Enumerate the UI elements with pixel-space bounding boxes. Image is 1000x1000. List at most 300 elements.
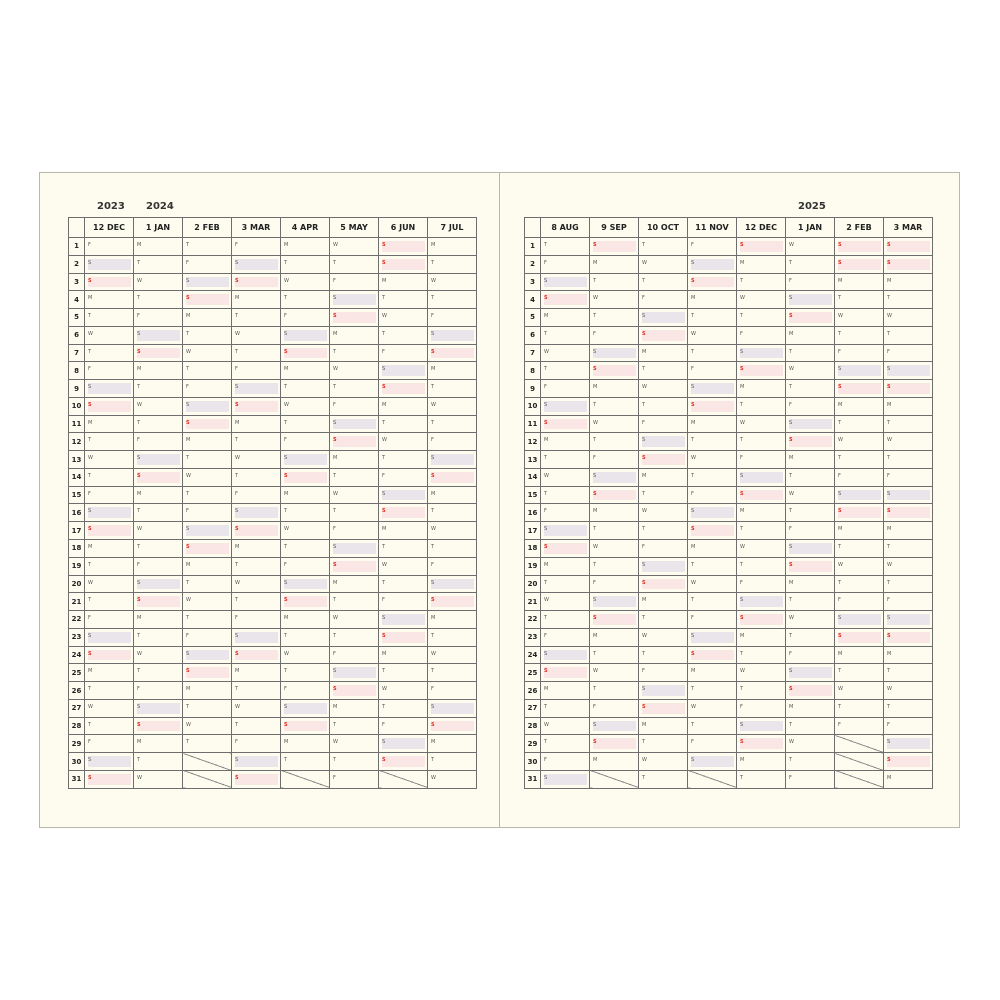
date-cell[interactable] — [183, 682, 232, 700]
date-cell[interactable] — [281, 326, 330, 344]
date-cell[interactable] — [281, 238, 330, 256]
date-cell[interactable] — [281, 699, 330, 717]
date-cell[interactable] — [786, 770, 835, 788]
date-cell[interactable] — [85, 664, 134, 682]
date-cell[interactable] — [428, 326, 477, 344]
date-cell[interactable] — [639, 415, 688, 433]
date-cell[interactable] — [134, 682, 183, 700]
date-cell[interactable] — [183, 522, 232, 540]
date-cell[interactable] — [541, 397, 590, 415]
date-cell[interactable] — [639, 344, 688, 362]
date-cell[interactable] — [835, 362, 884, 380]
date-cell[interactable] — [688, 273, 737, 291]
date-cell[interactable] — [281, 344, 330, 362]
date-cell[interactable] — [884, 255, 933, 273]
date-cell[interactable] — [639, 291, 688, 309]
date-cell[interactable] — [428, 628, 477, 646]
date-cell[interactable] — [183, 451, 232, 469]
date-cell[interactable] — [85, 486, 134, 504]
date-cell[interactable] — [688, 238, 737, 256]
date-cell[interactable] — [428, 699, 477, 717]
date-cell[interactable] — [134, 540, 183, 558]
date-cell[interactable] — [835, 504, 884, 522]
date-cell[interactable] — [134, 451, 183, 469]
date-cell[interactable] — [590, 522, 639, 540]
date-cell[interactable] — [183, 380, 232, 398]
date-cell[interactable] — [737, 291, 786, 309]
date-cell[interactable] — [737, 415, 786, 433]
date-cell[interactable] — [134, 699, 183, 717]
date-cell[interactable] — [281, 628, 330, 646]
date-cell[interactable] — [688, 664, 737, 682]
date-cell[interactable] — [330, 682, 379, 700]
date-cell[interactable] — [281, 557, 330, 575]
date-cell[interactable] — [541, 451, 590, 469]
date-cell[interactable] — [428, 664, 477, 682]
date-cell[interactable] — [281, 611, 330, 629]
date-cell[interactable] — [884, 770, 933, 788]
date-cell[interactable] — [737, 397, 786, 415]
date-cell[interactable] — [737, 238, 786, 256]
date-cell[interactable] — [428, 291, 477, 309]
date-cell[interactable] — [330, 540, 379, 558]
date-cell[interactable] — [330, 451, 379, 469]
date-cell[interactable] — [786, 540, 835, 558]
date-cell[interactable] — [541, 522, 590, 540]
date-cell[interactable] — [639, 646, 688, 664]
date-cell[interactable] — [428, 486, 477, 504]
date-cell[interactable] — [786, 326, 835, 344]
date-cell[interactable] — [639, 273, 688, 291]
date-cell[interactable] — [835, 273, 884, 291]
date-cell[interactable] — [786, 575, 835, 593]
date-cell[interactable] — [590, 611, 639, 629]
date-cell[interactable] — [183, 717, 232, 735]
date-cell[interactable] — [232, 362, 281, 380]
date-cell[interactable] — [688, 646, 737, 664]
date-cell[interactable] — [786, 380, 835, 398]
date-cell[interactable] — [835, 557, 884, 575]
date-cell[interactable] — [541, 433, 590, 451]
date-cell[interactable] — [590, 575, 639, 593]
date-cell[interactable] — [737, 717, 786, 735]
date-cell[interactable] — [541, 682, 590, 700]
date-cell[interactable] — [428, 557, 477, 575]
date-cell[interactable] — [541, 646, 590, 664]
date-cell[interactable] — [884, 593, 933, 611]
date-cell[interactable] — [639, 380, 688, 398]
date-cell[interactable] — [835, 344, 884, 362]
date-cell[interactable] — [281, 291, 330, 309]
date-cell[interactable] — [85, 468, 134, 486]
date-cell[interactable] — [737, 273, 786, 291]
date-cell[interactable] — [688, 468, 737, 486]
date-cell[interactable] — [134, 735, 183, 753]
date-cell[interactable] — [737, 344, 786, 362]
date-cell[interactable] — [134, 557, 183, 575]
date-cell[interactable] — [85, 522, 134, 540]
date-cell[interactable] — [590, 380, 639, 398]
date-cell[interactable] — [330, 522, 379, 540]
date-cell[interactable] — [85, 451, 134, 469]
date-cell[interactable] — [85, 611, 134, 629]
date-cell[interactable] — [884, 522, 933, 540]
date-cell[interactable] — [428, 344, 477, 362]
date-cell[interactable] — [85, 362, 134, 380]
date-cell[interactable] — [428, 433, 477, 451]
date-cell[interactable] — [428, 397, 477, 415]
date-cell[interactable] — [786, 611, 835, 629]
date-cell[interactable] — [85, 433, 134, 451]
date-cell[interactable] — [639, 575, 688, 593]
date-cell[interactable] — [183, 291, 232, 309]
date-cell[interactable] — [590, 540, 639, 558]
date-cell[interactable] — [330, 415, 379, 433]
date-cell[interactable] — [428, 522, 477, 540]
date-cell[interactable] — [737, 468, 786, 486]
date-cell[interactable] — [688, 309, 737, 327]
date-cell[interactable] — [835, 540, 884, 558]
date-cell[interactable] — [639, 326, 688, 344]
date-cell[interactable] — [541, 362, 590, 380]
date-cell[interactable] — [85, 646, 134, 664]
date-cell[interactable] — [183, 486, 232, 504]
date-cell[interactable] — [85, 504, 134, 522]
date-cell[interactable] — [232, 291, 281, 309]
date-cell[interactable] — [428, 504, 477, 522]
date-cell[interactable] — [541, 770, 590, 788]
date-cell[interactable] — [737, 593, 786, 611]
date-cell[interactable] — [281, 255, 330, 273]
date-cell[interactable] — [786, 273, 835, 291]
date-cell[interactable] — [85, 273, 134, 291]
date-cell[interactable] — [379, 238, 428, 256]
date-cell[interactable] — [737, 699, 786, 717]
date-cell[interactable] — [884, 468, 933, 486]
date-cell[interactable] — [786, 433, 835, 451]
date-cell[interactable] — [428, 682, 477, 700]
date-cell[interactable] — [884, 717, 933, 735]
date-cell[interactable] — [232, 646, 281, 664]
date-cell[interactable] — [379, 504, 428, 522]
date-cell[interactable] — [183, 646, 232, 664]
date-cell[interactable] — [639, 717, 688, 735]
date-cell[interactable] — [541, 699, 590, 717]
date-cell[interactable] — [688, 735, 737, 753]
date-cell[interactable] — [379, 451, 428, 469]
date-cell[interactable] — [183, 611, 232, 629]
date-cell[interactable] — [884, 415, 933, 433]
date-cell[interactable] — [639, 770, 688, 788]
date-cell[interactable] — [639, 255, 688, 273]
date-cell[interactable] — [428, 238, 477, 256]
date-cell[interactable] — [85, 575, 134, 593]
date-cell[interactable] — [85, 770, 134, 788]
date-cell[interactable] — [281, 397, 330, 415]
date-cell[interactable] — [786, 309, 835, 327]
date-cell[interactable] — [835, 699, 884, 717]
date-cell[interactable] — [786, 646, 835, 664]
date-cell[interactable] — [737, 770, 786, 788]
date-cell[interactable] — [85, 344, 134, 362]
date-cell[interactable] — [590, 682, 639, 700]
date-cell[interactable] — [541, 735, 590, 753]
date-cell[interactable] — [183, 504, 232, 522]
date-cell[interactable] — [590, 646, 639, 664]
date-cell[interactable] — [134, 593, 183, 611]
date-cell[interactable] — [884, 486, 933, 504]
date-cell[interactable] — [688, 380, 737, 398]
date-cell[interactable] — [590, 699, 639, 717]
date-cell[interactable] — [835, 309, 884, 327]
date-cell[interactable] — [330, 770, 379, 788]
date-cell[interactable] — [330, 646, 379, 664]
date-cell[interactable] — [688, 486, 737, 504]
date-cell[interactable] — [281, 504, 330, 522]
date-cell[interactable] — [134, 362, 183, 380]
date-cell[interactable] — [590, 415, 639, 433]
date-cell[interactable] — [379, 326, 428, 344]
date-cell[interactable] — [428, 451, 477, 469]
date-cell[interactable] — [884, 575, 933, 593]
date-cell[interactable] — [281, 575, 330, 593]
date-cell[interactable] — [232, 309, 281, 327]
date-cell[interactable] — [590, 735, 639, 753]
date-cell[interactable] — [330, 593, 379, 611]
date-cell[interactable] — [639, 504, 688, 522]
date-cell[interactable] — [786, 593, 835, 611]
date-cell[interactable] — [590, 664, 639, 682]
date-cell[interactable] — [590, 628, 639, 646]
date-cell[interactable] — [590, 504, 639, 522]
date-cell[interactable] — [590, 238, 639, 256]
date-cell[interactable] — [281, 415, 330, 433]
date-cell[interactable] — [134, 238, 183, 256]
date-cell[interactable] — [232, 344, 281, 362]
date-cell[interactable] — [541, 593, 590, 611]
date-cell[interactable] — [884, 451, 933, 469]
date-cell[interactable] — [688, 451, 737, 469]
date-cell[interactable] — [835, 415, 884, 433]
date-cell[interactable] — [85, 291, 134, 309]
date-cell[interactable] — [85, 326, 134, 344]
date-cell[interactable] — [85, 717, 134, 735]
date-cell[interactable] — [134, 770, 183, 788]
date-cell[interactable] — [232, 238, 281, 256]
date-cell[interactable] — [541, 291, 590, 309]
date-cell[interactable] — [428, 380, 477, 398]
date-cell[interactable] — [85, 238, 134, 256]
date-cell[interactable] — [639, 699, 688, 717]
date-cell[interactable] — [786, 504, 835, 522]
date-cell[interactable] — [737, 362, 786, 380]
date-cell[interactable] — [428, 611, 477, 629]
date-cell[interactable] — [183, 699, 232, 717]
date-cell[interactable] — [884, 397, 933, 415]
date-cell[interactable] — [688, 575, 737, 593]
date-cell[interactable] — [232, 682, 281, 700]
date-cell[interactable] — [379, 344, 428, 362]
date-cell[interactable] — [590, 753, 639, 771]
date-cell[interactable] — [835, 397, 884, 415]
date-cell[interactable] — [85, 540, 134, 558]
date-cell[interactable] — [737, 753, 786, 771]
date-cell[interactable] — [281, 362, 330, 380]
date-cell[interactable] — [85, 557, 134, 575]
date-cell[interactable] — [85, 415, 134, 433]
date-cell[interactable] — [379, 255, 428, 273]
date-cell[interactable] — [688, 682, 737, 700]
date-cell[interactable] — [330, 717, 379, 735]
date-cell[interactable] — [884, 628, 933, 646]
date-cell[interactable] — [183, 344, 232, 362]
date-cell[interactable] — [541, 273, 590, 291]
date-cell[interactable] — [379, 468, 428, 486]
date-cell[interactable] — [134, 309, 183, 327]
date-cell[interactable] — [134, 504, 183, 522]
date-cell[interactable] — [786, 451, 835, 469]
date-cell[interactable] — [281, 682, 330, 700]
date-cell[interactable] — [281, 468, 330, 486]
date-cell[interactable] — [835, 451, 884, 469]
date-cell[interactable] — [330, 380, 379, 398]
date-cell[interactable] — [737, 326, 786, 344]
date-cell[interactable] — [884, 699, 933, 717]
date-cell[interactable] — [134, 433, 183, 451]
date-cell[interactable] — [232, 735, 281, 753]
date-cell[interactable] — [330, 362, 379, 380]
date-cell[interactable] — [590, 291, 639, 309]
date-cell[interactable] — [330, 699, 379, 717]
date-cell[interactable] — [232, 611, 281, 629]
date-cell[interactable] — [379, 273, 428, 291]
date-cell[interactable] — [428, 770, 477, 788]
date-cell[interactable] — [639, 309, 688, 327]
date-cell[interactable] — [688, 344, 737, 362]
date-cell[interactable] — [379, 433, 428, 451]
date-cell[interactable] — [183, 273, 232, 291]
date-cell[interactable] — [330, 557, 379, 575]
date-cell[interactable] — [786, 415, 835, 433]
date-cell[interactable] — [183, 540, 232, 558]
date-cell[interactable] — [737, 682, 786, 700]
date-cell[interactable] — [835, 717, 884, 735]
date-cell[interactable] — [379, 735, 428, 753]
date-cell[interactable] — [590, 433, 639, 451]
date-cell[interactable] — [379, 362, 428, 380]
date-cell[interactable] — [884, 362, 933, 380]
date-cell[interactable] — [330, 238, 379, 256]
date-cell[interactable] — [134, 326, 183, 344]
date-cell[interactable] — [330, 397, 379, 415]
date-cell[interactable] — [183, 575, 232, 593]
date-cell[interactable] — [281, 753, 330, 771]
date-cell[interactable] — [183, 309, 232, 327]
date-cell[interactable] — [590, 255, 639, 273]
date-cell[interactable] — [85, 397, 134, 415]
date-cell[interactable] — [688, 397, 737, 415]
date-cell[interactable] — [85, 309, 134, 327]
date-cell[interactable] — [590, 362, 639, 380]
date-cell[interactable] — [428, 753, 477, 771]
date-cell[interactable] — [85, 753, 134, 771]
date-cell[interactable] — [281, 380, 330, 398]
date-cell[interactable] — [688, 433, 737, 451]
date-cell[interactable] — [639, 628, 688, 646]
date-cell[interactable] — [232, 255, 281, 273]
date-cell[interactable] — [639, 611, 688, 629]
date-cell[interactable] — [541, 717, 590, 735]
date-cell[interactable] — [428, 273, 477, 291]
date-cell[interactable] — [835, 238, 884, 256]
date-cell[interactable] — [737, 735, 786, 753]
date-cell[interactable] — [639, 397, 688, 415]
date-cell[interactable] — [541, 557, 590, 575]
date-cell[interactable] — [232, 717, 281, 735]
date-cell[interactable] — [786, 362, 835, 380]
date-cell[interactable] — [379, 380, 428, 398]
date-cell[interactable] — [786, 238, 835, 256]
date-cell[interactable] — [134, 717, 183, 735]
date-cell[interactable] — [688, 593, 737, 611]
date-cell[interactable] — [737, 309, 786, 327]
date-cell[interactable] — [884, 664, 933, 682]
date-cell[interactable] — [835, 380, 884, 398]
date-cell[interactable] — [590, 468, 639, 486]
date-cell[interactable] — [884, 273, 933, 291]
date-cell[interactable] — [835, 468, 884, 486]
date-cell[interactable] — [639, 433, 688, 451]
date-cell[interactable] — [281, 486, 330, 504]
date-cell[interactable] — [884, 380, 933, 398]
date-cell[interactable] — [183, 415, 232, 433]
date-cell[interactable] — [183, 593, 232, 611]
date-cell[interactable] — [786, 397, 835, 415]
date-cell[interactable] — [541, 664, 590, 682]
date-cell[interactable] — [134, 415, 183, 433]
date-cell[interactable] — [183, 255, 232, 273]
date-cell[interactable] — [737, 486, 786, 504]
date-cell[interactable] — [281, 664, 330, 682]
date-cell[interactable] — [232, 522, 281, 540]
date-cell[interactable] — [884, 611, 933, 629]
date-cell[interactable] — [884, 291, 933, 309]
date-cell[interactable] — [379, 682, 428, 700]
date-cell[interactable] — [134, 273, 183, 291]
date-cell[interactable] — [281, 451, 330, 469]
date-cell[interactable] — [134, 522, 183, 540]
date-cell[interactable] — [786, 522, 835, 540]
date-cell[interactable] — [541, 628, 590, 646]
date-cell[interactable] — [379, 628, 428, 646]
date-cell[interactable] — [428, 735, 477, 753]
date-cell[interactable] — [835, 486, 884, 504]
date-cell[interactable] — [183, 397, 232, 415]
date-cell[interactable] — [884, 646, 933, 664]
date-cell[interactable] — [85, 735, 134, 753]
date-cell[interactable] — [428, 717, 477, 735]
date-cell[interactable] — [183, 664, 232, 682]
date-cell[interactable] — [786, 557, 835, 575]
date-cell[interactable] — [541, 486, 590, 504]
date-cell[interactable] — [330, 291, 379, 309]
date-cell[interactable] — [330, 664, 379, 682]
date-cell[interactable] — [330, 433, 379, 451]
date-cell[interactable] — [541, 326, 590, 344]
date-cell[interactable] — [884, 309, 933, 327]
date-cell[interactable] — [281, 309, 330, 327]
date-cell[interactable] — [281, 646, 330, 664]
